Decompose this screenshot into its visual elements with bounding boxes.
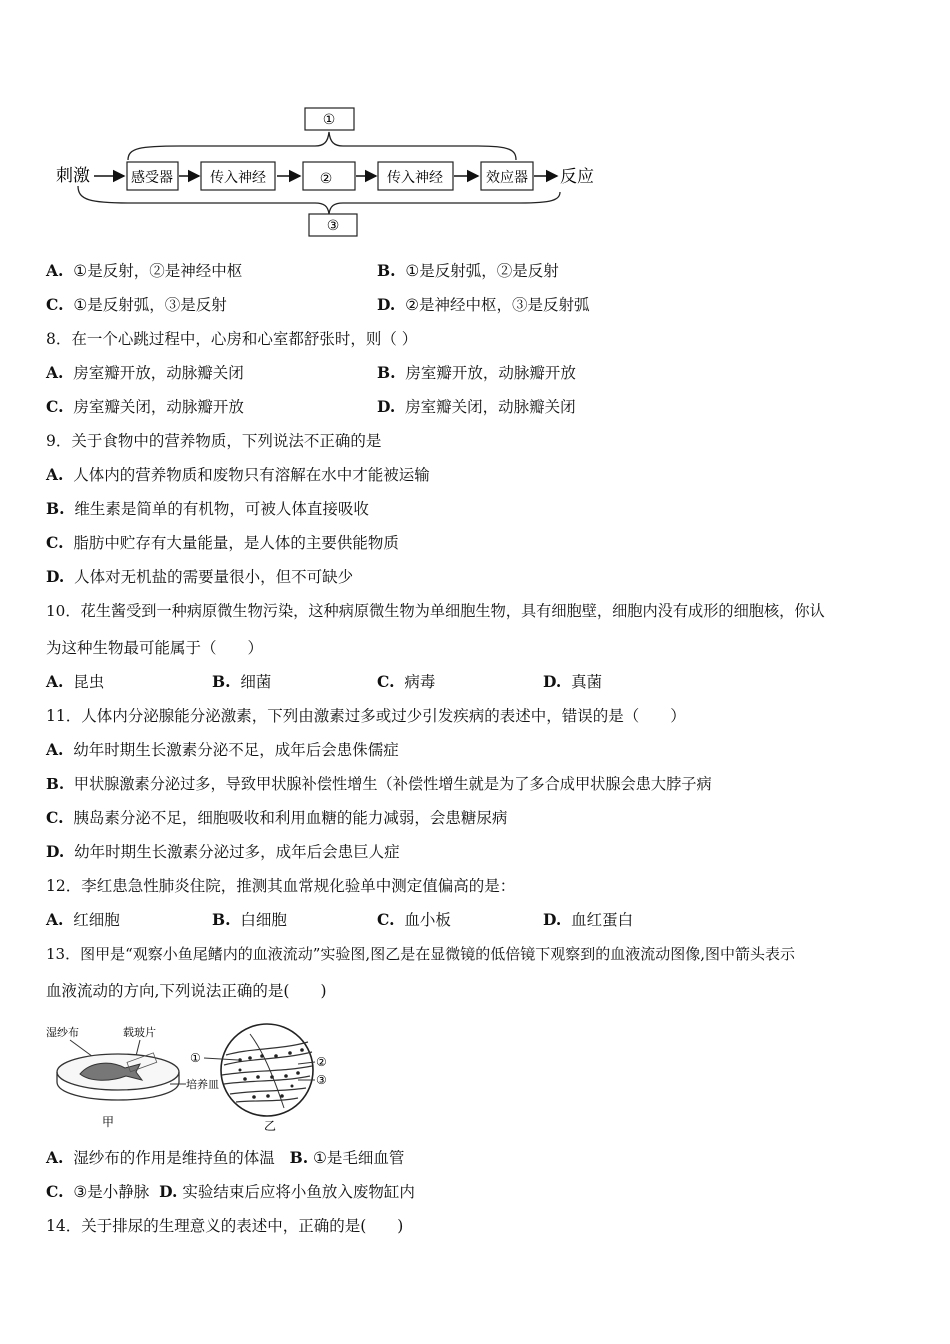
marker-1: ① [190, 1051, 201, 1065]
label-yi: 乙 [264, 1119, 277, 1133]
q8-option-d [377, 397, 576, 417]
q12-d-text: 血红蛋白 [571, 911, 634, 929]
q11-a-text: 幼年时期生长激素分泌不足，成年后会患侏儒症 [73, 741, 399, 759]
q7-a-text: ①是反射，②是神经中枢 [73, 262, 243, 280]
q12-c-text: 血小板 [404, 911, 451, 929]
q11-d-letter: D. [46, 842, 65, 861]
q10-c-letter: C. [377, 672, 395, 691]
q11-b-letter: B. [46, 775, 65, 793]
q13-b-letter: B. [289, 1148, 309, 1167]
q7-b-letter: B. [377, 261, 396, 280]
q13-b-text: ①是毛细血管 [313, 1149, 405, 1167]
q12-stem: 12．李红患急性肺炎住院，推测其血常规化验单中测定值偏高的是： [46, 877, 516, 895]
q11-a-letter: A. [46, 740, 64, 759]
box-afferent-1-text: 传入神经 [210, 170, 266, 186]
q9-option-b [46, 499, 369, 519]
q8-a-letter: A. [46, 363, 64, 382]
marker-3: ③ [316, 1073, 327, 1087]
label-jia: 甲 [102, 1115, 115, 1129]
q14-stem: 14．关于排尿的生理意义的表述中，正确的是( ) [46, 1217, 404, 1235]
q11-option-b [46, 774, 712, 794]
q10-a-text: 昆虫 [73, 673, 105, 691]
q13-d-letter: D. [159, 1182, 178, 1201]
q11-option-d [46, 842, 400, 862]
microscope-view [221, 1024, 313, 1116]
q11-b-text: 甲状腺激素分泌过多，导致甲状腺补偿性增生（补偿性增生就是为了多合成甲状腺会患大脖子病 [73, 775, 712, 793]
box-center-text: ② [319, 171, 333, 187]
q10-option-c [377, 672, 435, 692]
q9-d-letter: D. [46, 567, 65, 586]
q11-c-text: 胰岛素分泌不足，细胞吸收和利用血糖的能力减弱，会患糖尿病 [73, 809, 508, 827]
q13-option-ab [46, 1148, 404, 1168]
q13-c-text: ③是小静脉 [73, 1183, 150, 1201]
q12-a-letter: A. [46, 910, 64, 929]
q7-b-text: ①是反射弧，②是反射 [405, 262, 559, 280]
q10-d-letter: D. [543, 672, 562, 691]
q12-d-letter: D. [543, 910, 562, 929]
q12-option-b [212, 910, 287, 930]
q11-stem: 11．人体内分泌腺能分泌激素，下列由激素过多或过少引发疾病的表述中，错误的是（ ） [46, 707, 686, 725]
fish-tail-figure [40, 1020, 340, 1135]
wet-gauze-label: 湿纱布 [46, 1026, 79, 1039]
q12-c-letter: C. [377, 910, 395, 929]
q8-stem: 8．在一个心跳过程中，心房和心室都舒张时，则（ ） [46, 330, 418, 348]
q7-option-a [46, 261, 242, 281]
q9-option-a [46, 465, 430, 485]
q9-d-text: 人体对无机盐的需要量很小，但不可缺少 [74, 568, 354, 586]
q10-option-d [543, 672, 602, 692]
q10-a-letter: A. [46, 672, 64, 691]
q10-d-text: 真菌 [571, 673, 603, 691]
q10-b-text: 细菌 [240, 673, 272, 691]
q8-c-letter: C. [46, 397, 64, 416]
q13-c-letter: C. [46, 1182, 64, 1201]
q9-c-letter: C. [46, 533, 64, 552]
q10-b-letter: B. [212, 672, 231, 691]
dish-label: 培养皿 [186, 1078, 219, 1091]
q8-option-c [46, 397, 244, 417]
q13-stem-line1: 13．图甲是“观察小鱼尾鳍内的血液流动”实验图,图乙是在显微镜的低倍镜下观察到的血液流动图像,图中箭头表示 [46, 945, 795, 963]
q10-option-b [212, 672, 271, 692]
q12-b-text: 白细胞 [240, 911, 287, 929]
q9-c-text: 脂肪中贮存有大量能量，是人体的主要供能物质 [73, 534, 399, 552]
box-afferent-2-text: 传入神经 [387, 170, 443, 186]
q7-c-letter: C. [46, 295, 64, 314]
q13-a-letter: A. [46, 1148, 64, 1167]
q9-a-letter: A. [46, 465, 64, 484]
q12-a-text: 红细胞 [73, 911, 120, 929]
q9-a-text: 人体内的营养物质和废物只有溶解在水中才能被运输 [73, 466, 430, 484]
label-3: ③ [326, 218, 340, 234]
q10-option-a [46, 672, 104, 692]
q9-option-d [46, 567, 353, 587]
q12-option-d [543, 910, 633, 930]
q7-d-text: ②是神经中枢，③是反射弧 [405, 296, 590, 314]
q7-option-c [46, 295, 227, 315]
stimulus-label: 刺激 [56, 166, 90, 186]
q9-option-c [46, 533, 399, 553]
q8-option-b [377, 363, 576, 383]
q8-b-letter: B. [377, 363, 396, 382]
q9-b-text: 维生素是简单的有机物，可被人体直接吸收 [74, 500, 369, 518]
q8-a-text: 房室瓣开放，动脉瓣关闭 [73, 364, 244, 382]
label-1: ① [322, 112, 336, 128]
q10-stem-line1: 10．花生酱受到一种病原微生物污染，这种病原微生物为单细胞生物，具有细胞壁，细胞内没有成形的细胞核，你认 [46, 602, 825, 620]
box-receptor-text: 感受器 [131, 170, 173, 186]
q12-b-letter: B. [212, 910, 231, 929]
q11-c-letter: C. [46, 808, 64, 827]
q8-b-text: 房室瓣开放，动脉瓣开放 [405, 364, 576, 382]
q7-option-d [377, 295, 590, 315]
slide-label: 载玻片 [123, 1026, 156, 1039]
q8-d-text: 房室瓣关闭，动脉瓣关闭 [405, 398, 576, 416]
q9-stem: 9．关于食物中的营养物质，下列说法不正确的是 [46, 432, 382, 450]
q13-a-text: 湿纱布的作用是维持鱼的体温 [73, 1149, 275, 1167]
q10-c-text: 病毒 [404, 673, 436, 691]
q7-option-b [377, 261, 559, 281]
q11-option-a [46, 740, 399, 760]
q11-option-c [46, 808, 507, 828]
q13-d-text: 实验结束后应将小鱼放入废物缸内 [182, 1183, 415, 1201]
q10-stem-line2: 为这种生物最可能属于（ ） [46, 639, 264, 657]
q12-option-a [46, 910, 120, 930]
q7-c-text: ①是反射弧，③是反射 [73, 296, 227, 314]
q8-d-letter: D. [377, 397, 396, 416]
box-effector-text: 效应器 [486, 170, 528, 186]
q8-option-a [46, 363, 244, 383]
q11-d-text: 幼年时期生长激素分泌过多，成年后会患巨人症 [74, 843, 400, 861]
q9-b-letter: B. [46, 499, 65, 518]
reflex-arc-diagram [0, 0, 950, 250]
marker-2: ② [316, 1055, 327, 1069]
q7-a-letter: A. [46, 261, 64, 280]
q8-c-text: 房室瓣关闭，动脉瓣开放 [73, 398, 244, 416]
q13-option-cd [46, 1182, 415, 1202]
q12-option-c [377, 910, 451, 930]
q13-stem-line2: 血液流动的方向,下列说法正确的是( ) [46, 982, 327, 1000]
response-label: 反应 [560, 167, 594, 187]
top-brace [128, 132, 516, 160]
q7-d-letter: D. [377, 295, 396, 314]
